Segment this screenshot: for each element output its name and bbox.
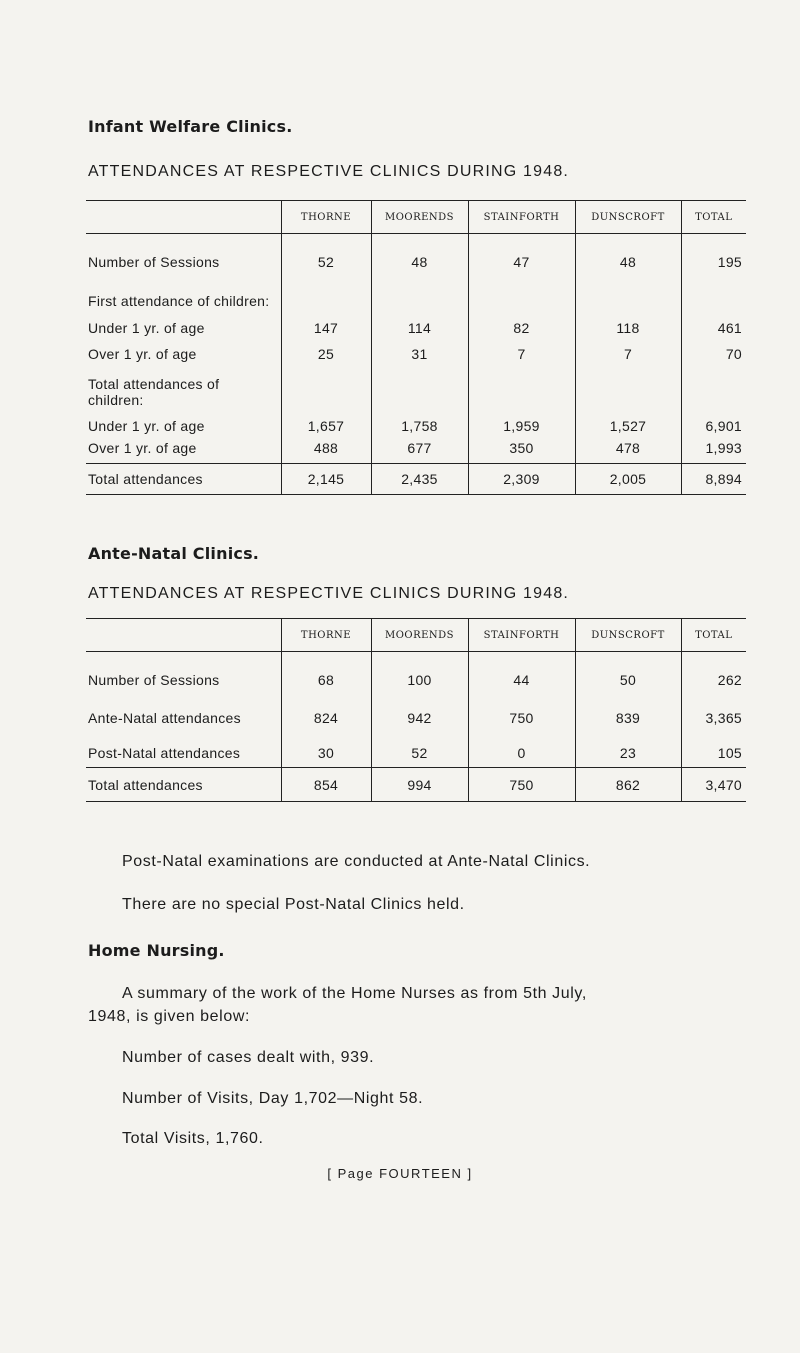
table-row (86, 688, 746, 726)
row-label: Number of Sessions (88, 671, 220, 688)
cell-value (281, 362, 371, 408)
table-row (86, 336, 746, 362)
row-label: Over 1 yr. of age (88, 439, 197, 456)
cell-value (468, 270, 575, 309)
row-label: Total attendances of children: (88, 375, 220, 408)
page-number-footer: [ Page FOURTEEN ] (327, 1166, 473, 1181)
row-label: Number of Sessions (88, 253, 220, 270)
cell-value: 100 (371, 652, 468, 688)
row-label: Total attendances (86, 464, 281, 495)
cell-value (575, 270, 681, 309)
table-header-row (86, 201, 746, 234)
home-nursing-title: Home Nursing. (88, 941, 225, 960)
table-row (86, 362, 746, 408)
note-no-special-clinics: There are no special Post-Natal Clinics held. (122, 896, 465, 913)
row-label: Under 1 yr. of age (88, 319, 205, 336)
cell-value: 50 (575, 652, 681, 688)
cell-value: 488 (281, 434, 371, 464)
cell-value: 44 (468, 652, 575, 688)
cell-value: 262 (681, 652, 746, 688)
header-total: TOTAL (681, 619, 746, 652)
cell-value (468, 362, 575, 408)
cell-value: 3,365 (681, 688, 746, 726)
header-thorne: THORNE (281, 201, 371, 234)
table-row (86, 652, 746, 688)
header-moorends: MOORENDS (371, 201, 468, 234)
cell-value: 839 (575, 688, 681, 726)
cell-value: 23 (575, 726, 681, 768)
cell-value: 750 (468, 768, 575, 802)
cell-value: 118 (575, 309, 681, 336)
cell-value: 195 (681, 234, 746, 270)
header-stainforth: STAINFORTH (468, 201, 575, 234)
infant-welfare-title: Infant Welfare Clinics. (88, 117, 293, 136)
cell-value (371, 362, 468, 408)
cell-value (681, 270, 746, 309)
header-dunscroft: DUNSCROFT (575, 201, 681, 234)
header-blank (86, 619, 281, 652)
cell-value (575, 362, 681, 408)
header-dunscroft: DUNSCROFT (575, 619, 681, 652)
home-nursing-total-visits: Total Visits, 1,760. (122, 1130, 264, 1147)
total-row (86, 464, 746, 495)
cell-value: 854 (281, 768, 371, 802)
cell-value: 48 (371, 234, 468, 270)
cell-value (681, 362, 746, 408)
cell-value: 8,894 (681, 464, 746, 495)
cell-value: 52 (371, 726, 468, 768)
header-moorends: MOORENDS (371, 619, 468, 652)
cell-value: 1,993 (681, 434, 746, 464)
total-row (86, 768, 746, 802)
home-nursing-cases: Number of cases dealt with, 939. (122, 1049, 375, 1066)
cell-value: 824 (281, 688, 371, 726)
cell-value: 1,959 (468, 408, 575, 434)
cell-value: 862 (575, 768, 681, 802)
cell-value: 350 (468, 434, 575, 464)
cell-value: 1,758 (371, 408, 468, 434)
table-row (86, 726, 746, 768)
table-row (86, 309, 746, 336)
cell-value: 994 (371, 768, 468, 802)
cell-value: 2,145 (281, 464, 371, 495)
cell-value: 68 (281, 652, 371, 688)
row-label: Ante-Natal attendances (88, 709, 241, 726)
home-nursing-summary-line1: A summary of the work of the Home Nurses as from 5th July, (122, 985, 587, 1002)
infant-welfare-table (86, 200, 746, 495)
cell-value: 147 (281, 309, 371, 336)
cell-value: 31 (371, 336, 468, 362)
cell-value: 6,901 (681, 408, 746, 434)
note-post-natal-examinations: Post-Natal examinations are conducted at Ante-Natal Clinics. (122, 853, 591, 870)
cell-value: 114 (371, 309, 468, 336)
cell-value: 7 (468, 336, 575, 362)
cell-value: 1,657 (281, 408, 371, 434)
home-nursing-visits: Number of Visits, Day 1,702—Night 58. (122, 1090, 424, 1107)
table-row (86, 408, 746, 434)
row-label: First attendance of children: (88, 292, 270, 309)
cell-value: 677 (371, 434, 468, 464)
header-thorne: THORNE (281, 619, 371, 652)
table-header-row (86, 619, 746, 652)
cell-value: 2,005 (575, 464, 681, 495)
cell-value: 47 (468, 234, 575, 270)
cell-value (371, 270, 468, 309)
infant-attendances-heading: ATTENDANCES AT RESPECTIVE CLINICS DURING 1948. (88, 163, 570, 180)
cell-value: 30 (281, 726, 371, 768)
row-label: Under 1 yr. of age (88, 417, 205, 434)
cell-value: 0 (468, 726, 575, 768)
cell-value: 25 (281, 336, 371, 362)
home-nursing-summary-line2: 1948, is given below: (88, 1008, 251, 1025)
row-label: Post-Natal attendances (88, 745, 241, 761)
ante-natal-table (86, 618, 746, 802)
cell-value: 1,527 (575, 408, 681, 434)
cell-value: 750 (468, 688, 575, 726)
table-row (86, 234, 746, 270)
header-blank (86, 201, 281, 234)
cell-value: 7 (575, 336, 681, 362)
table-row (86, 270, 746, 309)
cell-value: 82 (468, 309, 575, 336)
ante-natal-title: Ante-Natal Clinics. (88, 544, 260, 563)
cell-value: 52 (281, 234, 371, 270)
cell-value: 3,470 (681, 768, 746, 802)
cell-value (281, 270, 371, 309)
header-stainforth: STAINFORTH (468, 619, 575, 652)
cell-value: 2,435 (371, 464, 468, 495)
row-label: Over 1 yr. of age (88, 345, 197, 362)
cell-value: 105 (681, 726, 746, 768)
cell-value: 48 (575, 234, 681, 270)
table-row (86, 434, 746, 464)
cell-value: 942 (371, 688, 468, 726)
cell-value: 461 (681, 309, 746, 336)
cell-value: 478 (575, 434, 681, 464)
row-label: Total attendances (86, 768, 281, 802)
header-total: TOTAL (681, 201, 746, 234)
cell-value: 2,309 (468, 464, 575, 495)
ante-natal-attendances-heading: ATTENDANCES AT RESPECTIVE CLINICS DURING 1948. (88, 585, 570, 602)
cell-value: 70 (681, 336, 746, 362)
